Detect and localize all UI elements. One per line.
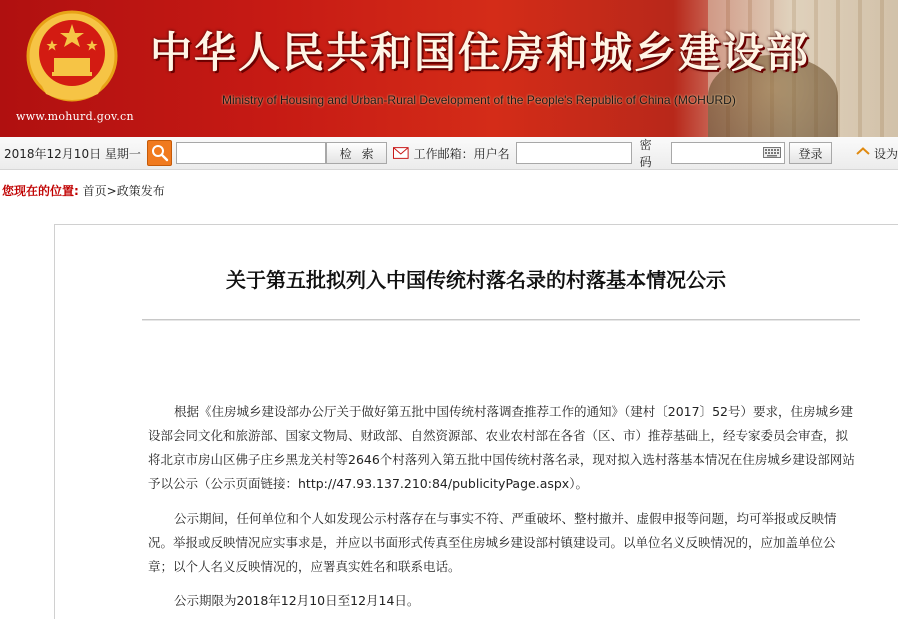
breadcrumb-home-link[interactable]: 首页 (82, 184, 107, 198)
site-url: www.mohurd.gov.cn (16, 110, 134, 123)
work-mail-label: 工作邮箱：用户名 (413, 146, 510, 161)
search-icon (151, 144, 169, 162)
search-button[interactable]: 检索 (326, 142, 387, 164)
article-paragraph-2 (148, 507, 860, 579)
paragraph-text: 公示期限为2018年12月10日至12月14日。 (174, 593, 420, 608)
keyboard-icon[interactable] (763, 147, 781, 158)
site-title-cn: 中华人民共和国住房和城乡建设部 (150, 28, 811, 77)
article-paragraph-1 (148, 400, 860, 496)
breadcrumb (2, 182, 165, 199)
username-field[interactable] (516, 142, 632, 164)
paragraph-text: 根据《住房城乡建设部办公厅关于做好第五批中国传统村落调查推荐工作的通知》（建村〔2017〕52号）要求，住房城乡建设部会同文化和旅游部、国家文物局、财政部、自然资源部、农业农村部在各省（区、市）推荐基础上，经专家委员会审查，拟将北京市房山区佛子庄乡黑龙关村等2646个村落列入第五批中国传统村落名录，现对拟入选村落基本情况在住房城乡建设部网站予以公示（公示页面链接：http://47.93.137.210:84/publicityPage.aspx）。 (148, 404, 855, 491)
title-divider (142, 319, 860, 321)
set-homepage-link[interactable] (856, 145, 898, 162)
password-wrapper (671, 142, 785, 164)
mail-icon (393, 147, 409, 159)
top-toolbar (0, 137, 898, 170)
search-input[interactable] (176, 142, 326, 164)
home-icon (856, 147, 870, 159)
breadcrumb-section-link[interactable]: 政策发布 (116, 184, 165, 198)
current-date: 2018年12月10日 星期一 (4, 146, 141, 161)
password-label: 密码 (639, 138, 652, 169)
paragraph-text: 公示期间，任何单位和个人如发现公示村落存在与事实不符、严重破坏、整村撤并、虚假申报等问题，均可举报或反映情况。举报或反映情况应实事求是，并应以书面形式传真至住房城乡建设部村镇建设司。以单位名义反映情况的，应加盖单位公章；以个人名义反映情况的，应署真实姓名和联系电话。 (148, 511, 837, 574)
breadcrumb-separator: > (106, 184, 117, 198)
login-button[interactable]: 登录 (789, 142, 832, 164)
article-paragraph-3 (148, 589, 860, 613)
site-banner (0, 0, 898, 137)
national-emblem-icon[interactable] (22, 8, 122, 108)
search-icon-button[interactable] (147, 140, 172, 166)
article-title: 关于第五批拟列入中国传统村落名录的村落基本情况公示 (226, 268, 726, 292)
site-title-en: Ministry of Housing and Urban-Rural Development of the People's Republic of China (MOHURD) (222, 93, 736, 107)
breadcrumb-here-label: 您现在的位置: (2, 184, 79, 198)
set-homepage-label: 设为 (873, 146, 898, 161)
